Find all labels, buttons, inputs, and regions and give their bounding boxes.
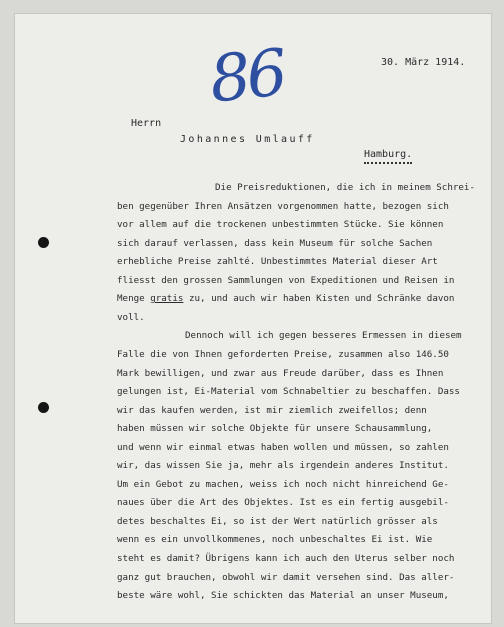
letter-line	[215, 182, 475, 194]
letter-line-text: naues über die Art des Objektes. Ist es ein fertig ausgebil-	[117, 497, 449, 509]
letter-line	[117, 442, 449, 454]
letter-line	[117, 423, 432, 435]
letter-line	[117, 534, 432, 546]
recipient-city: Hamburg.	[364, 149, 412, 164]
recipient-title: Herrn	[131, 118, 162, 129]
letter-line-text: Die Preisreduktionen, die ich in meinem Schrei-	[215, 182, 475, 193]
letter-line-text: ben gegenüber Ihren Ansätzen vorgenommen hatte, bezogen sich	[117, 200, 449, 212]
letter-line	[117, 479, 449, 491]
letter-line	[117, 386, 460, 398]
letter-line	[117, 497, 449, 509]
letter-line-text: erhebliche Preise zahlté. Unbestimmtes Material dieser Art	[117, 256, 438, 268]
letter-line-text: fliesst den grossen Sammlungen von Expeditionen und Reisen in	[117, 274, 455, 286]
letter-line-text: Menge	[117, 293, 151, 305]
letter-line-text: wenn es ein unvollkommenes, noch unbeschaltes Ei ist. Wie	[117, 534, 433, 546]
letter-line-text: wir das kaufen werden, ist mir ziemlich zweifellos; denn	[117, 404, 427, 416]
letter-line-text: wir, das wissen Sie ja, mehr als irgendein anderes Institut.	[117, 460, 449, 472]
letter-line	[117, 516, 438, 528]
letter-line	[117, 368, 443, 380]
letter-line	[117, 275, 454, 287]
letter-line	[117, 238, 432, 250]
letter-line-text: voll.	[117, 311, 145, 323]
handwritten-archive-number: 86	[206, 36, 288, 118]
letter-line-text: vor allem auf die trockenen unbestimmten Stücke. Sie können	[117, 219, 444, 231]
letter-line-text: ganz gut brauchen, obwohl wir damit versehen sind. Das aller-	[117, 571, 455, 583]
letter-line	[117, 553, 454, 565]
letter-line	[117, 293, 454, 305]
letter-line	[117, 405, 427, 417]
letter-line-text: Um ein Gebot zu machen, weiss ich noch nicht hinreichend Ge-	[117, 478, 449, 490]
letter-line	[117, 256, 438, 268]
letter-line	[185, 330, 462, 342]
letter-line-text: detes beschaltes Ei, so ist der Wert natürlich grösser als	[117, 515, 438, 527]
letter-line	[117, 590, 449, 602]
letter-line-text: haben müssen wir solche Objekte für unsere Schausammlung,	[117, 423, 433, 435]
letter-line-text: Falle die von Ihnen geforderten Preise, zusammen also 146.50	[117, 348, 449, 360]
punch-hole	[38, 237, 49, 248]
letter-line-text: steht es damit? Übrigens kann ich auch den Uterus selber noch	[117, 553, 455, 564]
underlined-word: gratis	[150, 293, 184, 305]
punch-hole	[38, 402, 49, 413]
recipient-name: Johannes Umlauff	[180, 134, 315, 145]
letter-line	[117, 312, 145, 324]
letter-line-text: beste wäre wohl, Sie schickten das Material an unser Museum,	[117, 590, 449, 602]
letter-line	[117, 219, 443, 231]
letter-date: 30. März 1914.	[381, 57, 466, 68]
letter-line-text: Dennoch will ich gegen besseres Ermessen in diesem	[185, 330, 462, 342]
letter-line-text: zu, und auch wir haben Kisten und Schränke davon	[183, 293, 455, 305]
letter-line	[117, 201, 449, 213]
letter-line	[117, 460, 449, 472]
letter-line	[117, 572, 454, 584]
letter-line	[117, 349, 449, 361]
letter-line-text: Mark bewilligen, und zwar aus Freude darüber, dass es Ihnen	[117, 367, 444, 379]
letter-line-text: und wenn wir einmal etwas haben wollen und müssen, so zahlen	[117, 441, 449, 453]
letter-line-text: gelungen ist, Ei-Material vom Schnabeltier zu beschaffen. Dass	[117, 386, 460, 398]
letter-line-text: sich darauf verlassen, dass kein Museum für solche Sachen	[117, 237, 433, 249]
